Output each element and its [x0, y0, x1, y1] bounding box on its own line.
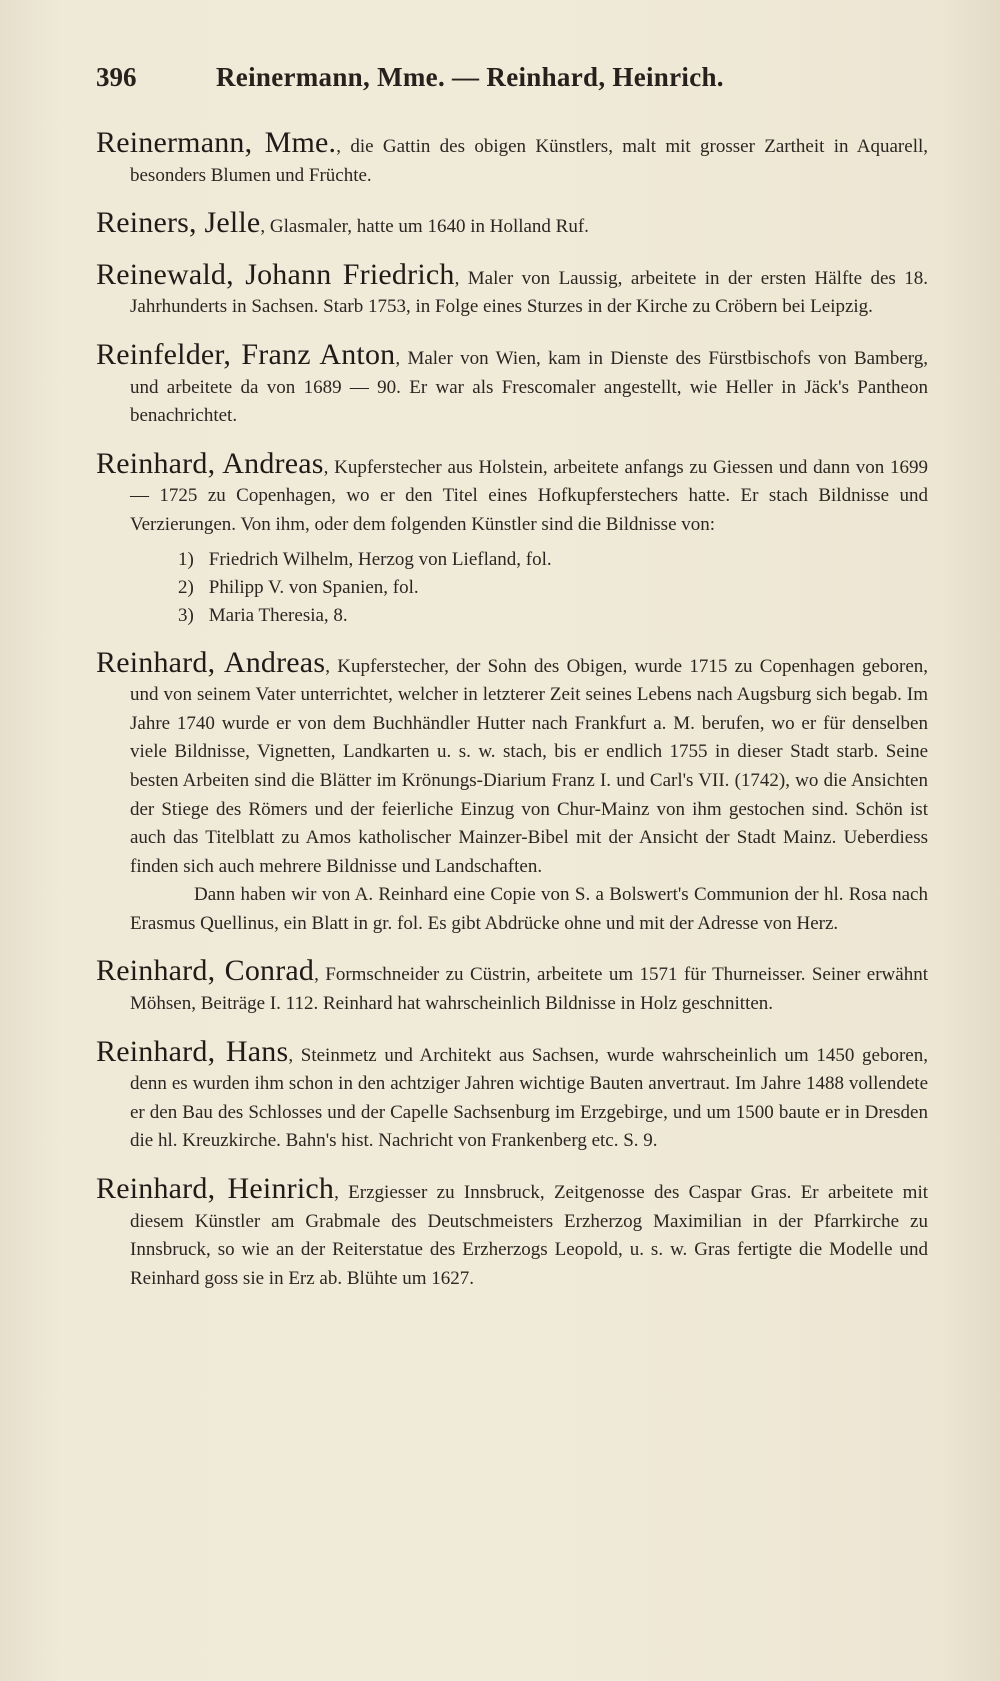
entry-name: Reinhard, Conrad [96, 954, 315, 988]
entry-name: Reinhard, Andreas [96, 446, 324, 480]
portrait-list [178, 546, 928, 630]
page-number: 396 [96, 62, 137, 92]
entry-text: , Erzgiesser zu Innsbruck, Zeitgenosse des Caspar Gras. Er arbeitete mit diesem Künstler am Grabmale des Deutschmeisters Erzherzog Maximilian in der Pfarrkirche zu Innsbruck, so wie an der Reiterstatue des Erzherzogs Leopold, u. s. w. Gras fertigte die Modelle und Reinhard goss sie in Erz ab. Blühte um 1627. [130, 1182, 929, 1289]
entry-reinhard-andreas-2 [96, 645, 929, 939]
entry-reinermann [96, 126, 928, 190]
entry-reiners [96, 206, 928, 242]
running-title: Reinermann, Mme. — Reinhard, Heinrich. [216, 62, 724, 92]
list-item [178, 546, 928, 574]
entry-reinhard-conrad [96, 954, 928, 1018]
list-item [178, 574, 928, 602]
entry-reinhard-heinrich [96, 1172, 929, 1293]
entry-text: , Maler von Laussig, arbeitete in der ersten Hälfte des 18. Jahrhunderts in Sachsen. Starb 1753, in Folge eines Sturzes in der Kirche zu Cröbern bei Leipzig. [130, 267, 928, 318]
entry-reinfelder [96, 337, 928, 431]
entry-text: , Kupferstecher, der Sohn des Obigen, wurde 1715 zu Copenhagen geboren, und von seinem Vater unterrichtet, welcher in letzterer Zeit seines Lebens nach Augsburg sich begab. Im Jahre 1740 wurde er von dem Buchhändler Hutter nach Frankfurt a. M. berufen, wo er für denselben viele Bildnisse, Vignetten, Landkarten u. s. w. stach, bis er endlich 1755 in dieser Stadt starb. Seine besten Arbeiten sind die Blätter im Krönungs-Diarium Franz I. und Carl's VII. (1742), wo die Ansichten der Stiege des Römers und der feierliche Einzug von Chur-Mainz von ihm gestochen sind. Schön ist auch das Titelblatt zu Amos katholischer Mainzer-Bibel mit der Ansicht der Stadt Mainz. Ueberdiess finden sich auch mehrere Bildnisse und Landschaften. [130, 655, 929, 877]
list-number: 3) [178, 604, 194, 626]
entry-name: Reinhard, Hans [96, 1034, 289, 1068]
list-number: 1) [178, 548, 194, 570]
entry-text: , die Gattin des obigen Künstlers, malt mit grosser Zartheit in Aquarell, besonders Blumen und Früchte. [130, 136, 928, 186]
entry-continuation [96, 881, 928, 938]
entry-text: , Formschneider zu Cüstrin, arbeitete um 1571 für Thurneisser. Seiner erwähnt Möhsen, Beiträge I. 112. Reinhard hat wahrscheinlich Bildnisse in Holz geschnitten. [130, 964, 928, 1015]
entry-name: Reinewald, Johann Friedrich [96, 257, 455, 291]
entry-paragraph [96, 645, 929, 882]
entry-name: Reinhard, Heinrich [96, 1172, 335, 1206]
list-number: 2) [178, 576, 194, 598]
entry-text: , Maler von Wien, kam in Dienste des Fürstbischofs von Bamberg, und arbeitete da von 1689 — 90. Er war als Frescomaler angestellt, wie Heller in Jäck's Pantheon benachrichtet. [130, 347, 928, 427]
entry-name: Reinhard, Andreas [96, 645, 326, 679]
entry-name: Reinermann, Mme. [96, 126, 337, 159]
page-content [96, 62, 928, 1312]
entry-paragraph-2: Dann haben wir von A. Reinhard eine Copie von S. a Bolswert's Communion der hl. Rosa nach Erasmus Quellinus, ein Blatt in gr. fol. Es gibt Abdrücke ohne und mit der Adresse von Herz. [130, 884, 928, 934]
list-text: Friedrich Wilhelm, Herzog von Liefland, fol. [208, 548, 552, 570]
list-item [178, 602, 928, 630]
entry-name: Reinfelder, Franz Anton [96, 337, 396, 371]
entry-reinewald [96, 257, 928, 322]
entry-reinhard-andreas-1 [96, 446, 929, 630]
running-header [96, 62, 928, 93]
entry-text: , Steinmetz und Architekt aus Sachsen, wurde wahrscheinlich um 1450 geboren, denn es wurden ihm schon in den achtziger Jahren wichtige Bauten anvertraut. Im Jahre 1488 vollendete er den Bau des Schlosses und der Capelle Sachsenburg im Erzgebirge, und um 1500 baute er in Dresden die hl. Kreuzkirche. Bahn's hist. Nachricht von Frankenberg etc. S. 9. [130, 1044, 928, 1152]
list-text: Maria Theresia, 8. [208, 604, 348, 626]
entry-reinhard-hans [96, 1034, 928, 1156]
entry-text: , Glasmaler, hatte um 1640 in Holland Ruf. [260, 216, 589, 238]
list-text: Philipp V. von Spanien, fol. [208, 576, 419, 598]
entry-paragraph [96, 446, 929, 540]
entry-name: Reiners, Jelle [96, 206, 261, 240]
entry-text: , Kupferstecher aus Holstein, arbeitete anfangs zu Giessen und dann von 1699 — 1725 zu Copenhagen, wo er den Titel eines Hofkupferstechers hatte. Er stach Bildnisse und Verzierungen. Von ihm, oder dem folgenden Künstler sind die Bildnisse von: [130, 456, 929, 535]
